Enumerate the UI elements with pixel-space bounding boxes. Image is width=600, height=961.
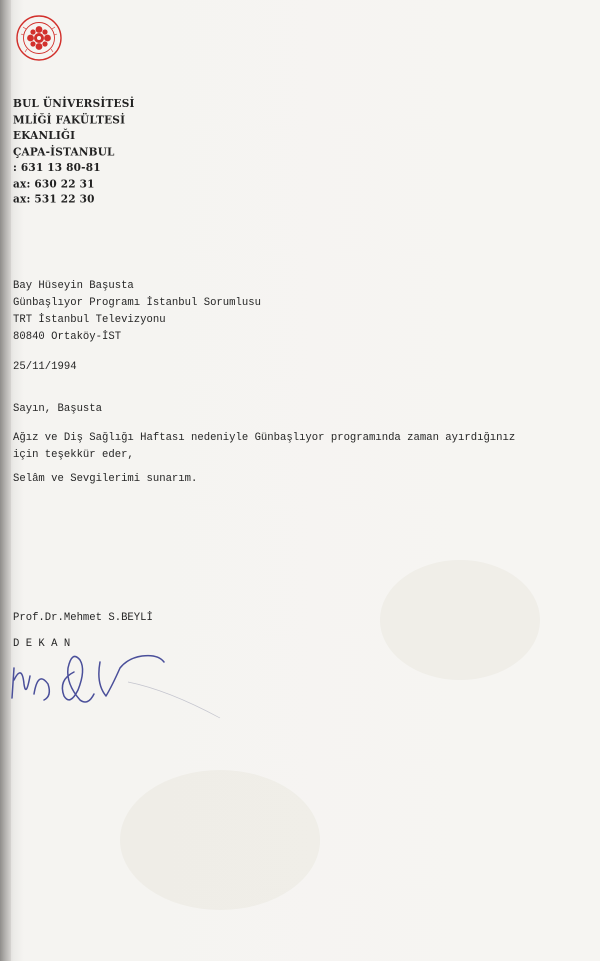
- paper-stain: [380, 560, 540, 680]
- signatory-name: Prof.Dr.Mehmet S.BEYLİ: [13, 612, 153, 624]
- body-line: için teşekkür eder,: [13, 449, 134, 461]
- university-seal-icon: [15, 14, 63, 62]
- body-line: Ağız ve Diş Sağlığı Haftası nedeniyle Günbaşlıyor programında zaman ayırdığınız: [13, 432, 516, 444]
- closing-line: Selâm ve Sevgilerimi sunarım.: [13, 473, 198, 485]
- salutation: Sayın, Başusta: [13, 403, 103, 415]
- letterhead-line: MLİĞİ FAKÜLTESİ: [13, 113, 126, 127]
- letterhead-line: ÇAPA-İSTANBUL: [13, 144, 115, 159]
- recipient-line: TRT İstanbul Televizyonu: [13, 314, 166, 326]
- letter-date: 25/11/1994: [13, 361, 77, 373]
- signatory-title: D E K A N: [13, 638, 71, 650]
- recipient-line: Bay Hüseyin Başusta: [13, 280, 134, 292]
- letterhead-line: ax: 531 22 30: [13, 192, 95, 206]
- letterhead-block: [13, 96, 135, 208]
- letterhead-line: EKANLIĞI: [13, 129, 76, 143]
- recipient-line: Günbaşlıyor Programı İstanbul Sorumlusu: [13, 297, 261, 309]
- recipient-line: 80840 Ortaköy-İST: [13, 331, 122, 343]
- letterhead-line: : 631 13 80-81: [13, 160, 101, 175]
- letterhead-line: ax: 630 22 31: [13, 176, 95, 191]
- binding-shadow: [0, 0, 11, 961]
- paper-stain: [120, 770, 320, 910]
- letterhead-line: BUL ÜNİVERSİTESİ: [13, 97, 135, 111]
- handwritten-signature: [8, 640, 228, 725]
